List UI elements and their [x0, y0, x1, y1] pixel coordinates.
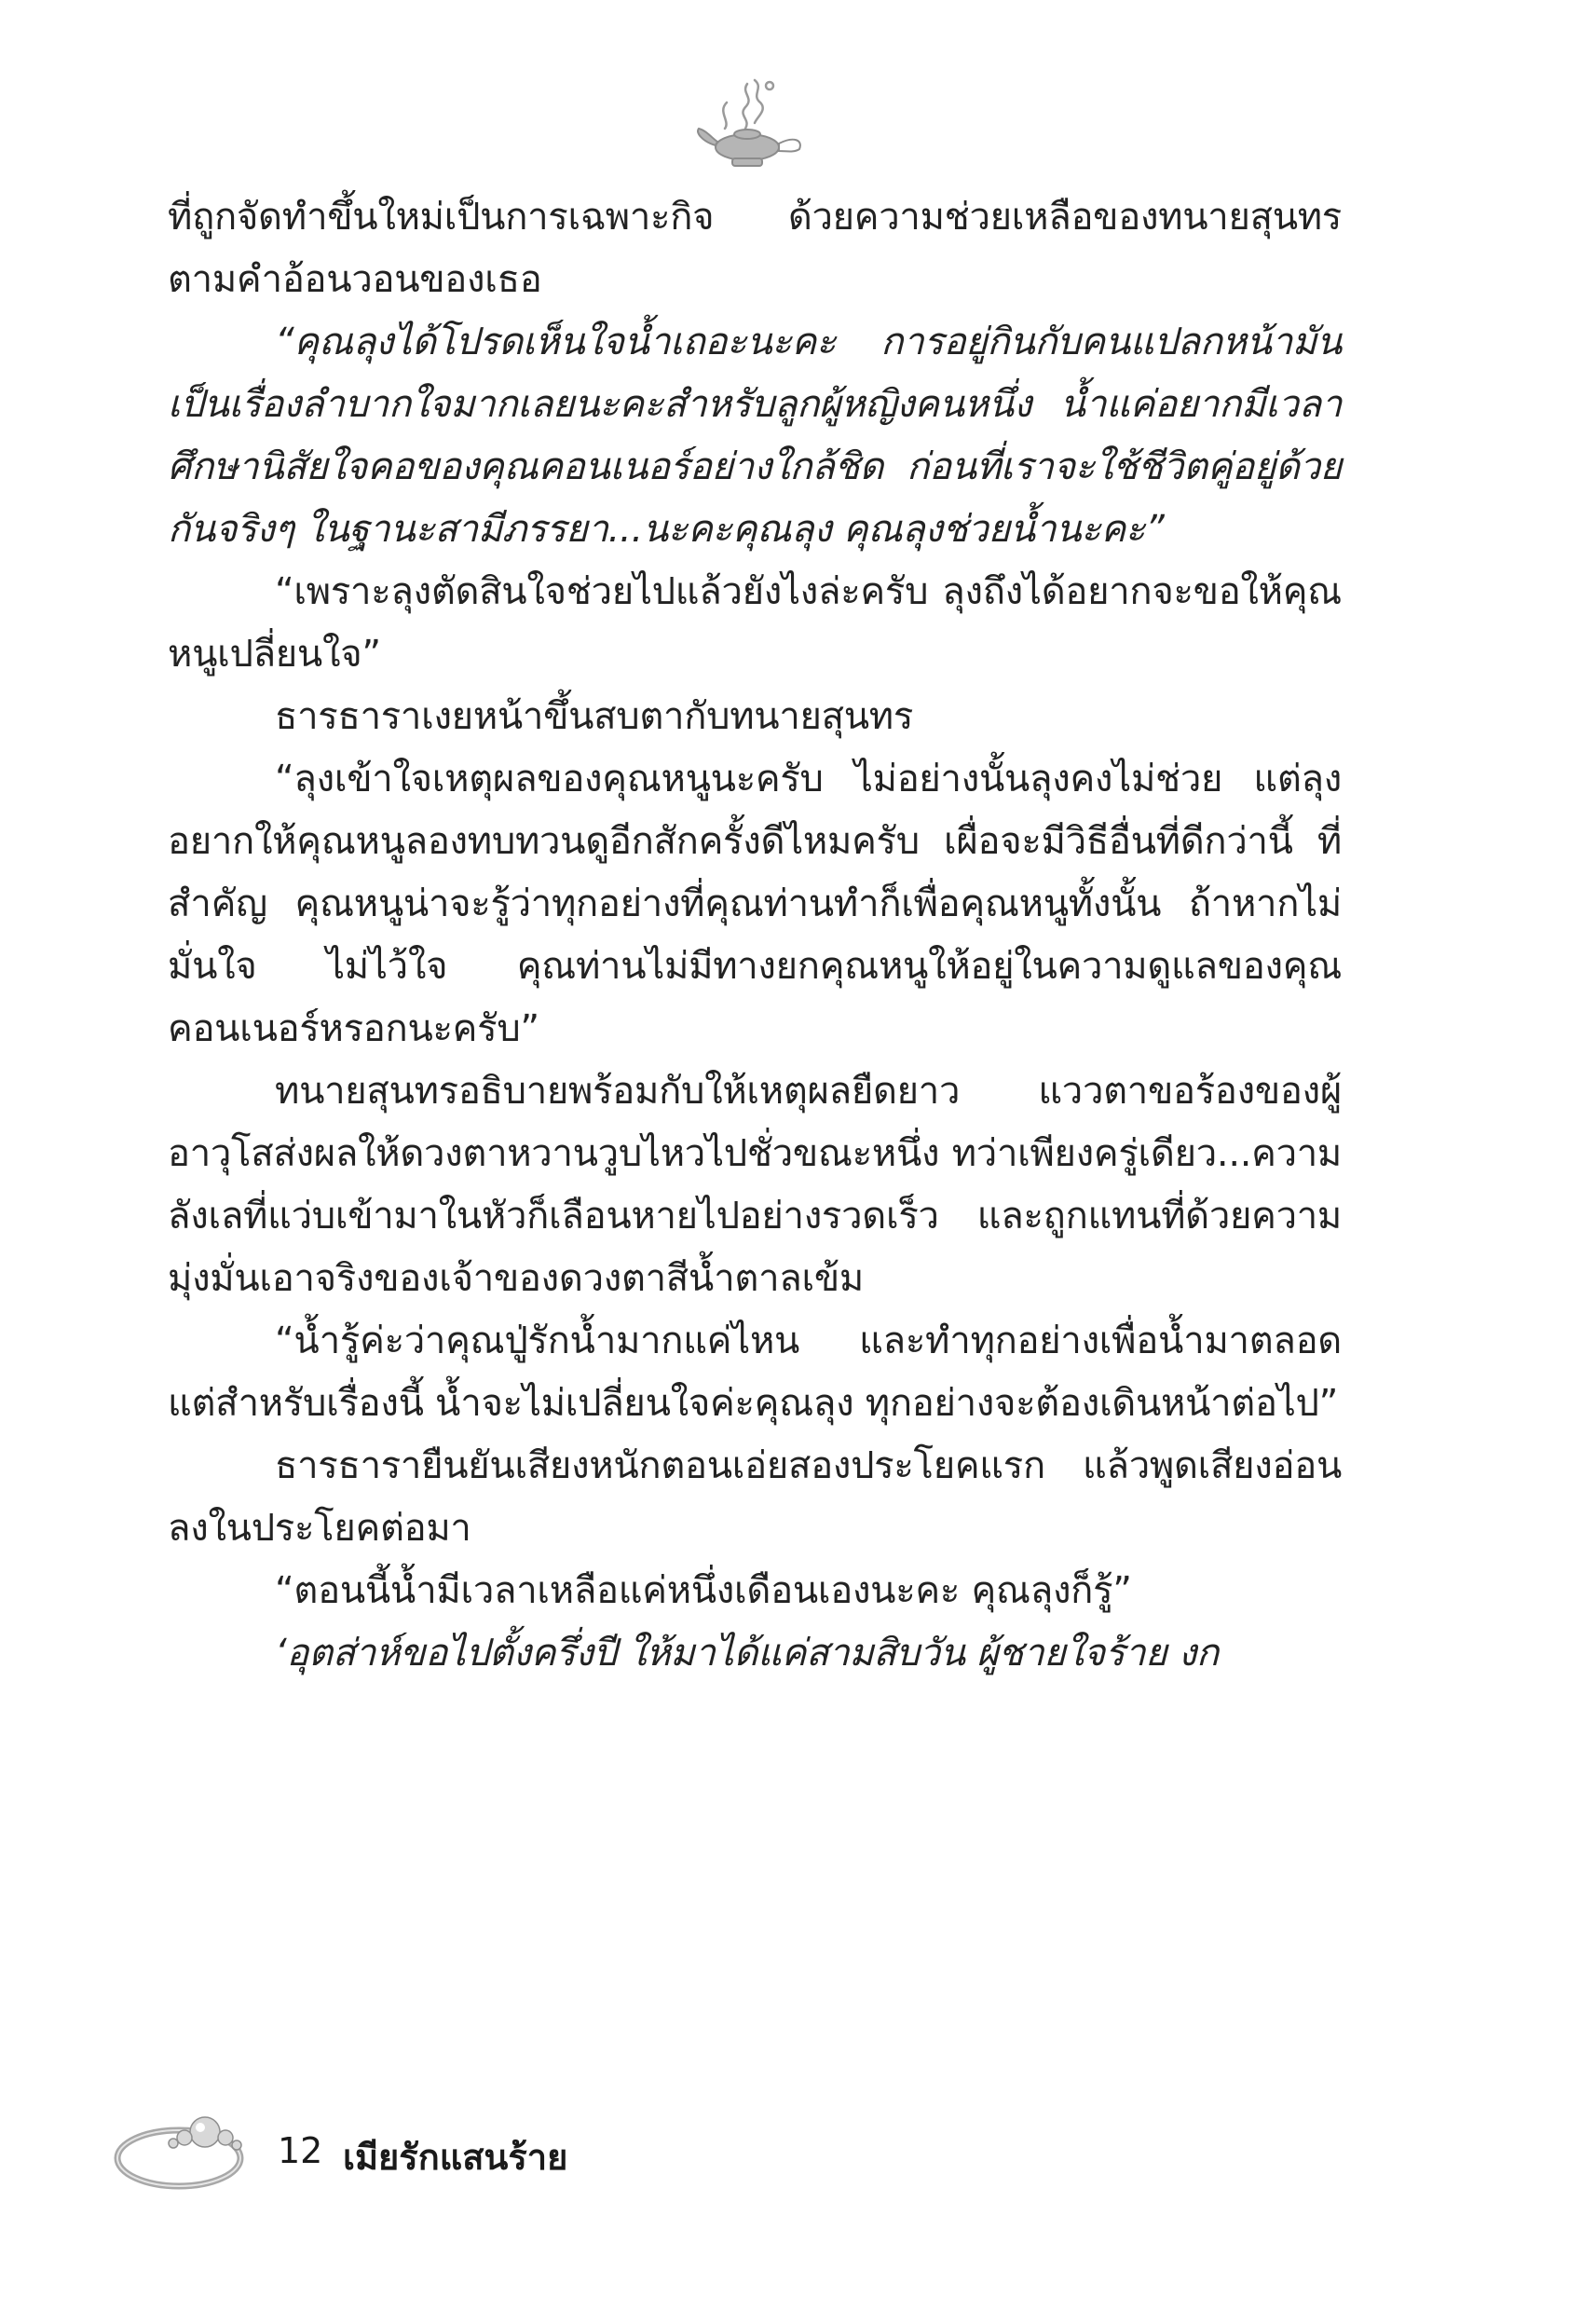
paragraph-8: ธารธารายืนยันเสียงหนักตอนเอ่ยสองประโยคแรก แล้วพูดเสียงอ่อนลงในประโยคต่อมา: [168, 1444, 1342, 1550]
chapter-text: [168, 186, 1342, 1685]
paragraph-5: “ลุงเข้าใจเหตุผลของคุณหนูนะครับ ไม่อย่างนั้นลุงคงไม่ช่วย แต่ลุงอยากให้คุณหนูลองทบทวนดูอีกสักครั้งดีไหมครับ เผื่อจะมีวิธีอื่นที่ดีกว่านี้ ที่สำคัญ คุณหนูน่าจะรู้ว่าทุกอย่างที่คุณท่านทำก็เพื่อคุณหนูทั้งนั้น ถ้าหากไม่มั่นใจ ไม่ไว้ใจ คุณท่านไม่มีทางยกคุณหนูให้อยู่ในความดูแลของคุณคอนเนอร์หรอกนะครับ”: [168, 758, 1342, 1050]
paragraph-6: ทนายสุนทรอธิบายพร้อมกับให้เหตุผลยืดยาว แววตาขอร้องของผู้อาวุโสส่งผลให้ดวงตาหวานวูบไหวไปชั่วขณะหนึ่ง ทว่าเพียงครู่เดียว...ความลังเลที่แว่บเข้ามาในหัวก็เลือนหายไปอย่างรวดเร็ว และถูกแทนที่ด้วยความมุ่งมั่นเอาจริงของเจ้าของดวงตาสีน้ำตาลเข้ม: [168, 1070, 1342, 1300]
page-footer: [102, 2097, 755, 2208]
paragraph-4: ธารธาราเงยหน้าขึ้นสบตากับทนายสุนทร: [275, 695, 914, 738]
paragraph-2: “คุณลุงได้โปรดเห็นใจน้ำเถอะนะคะ การอยู่กินกับคนแปลกหน้ามันเป็นเรื่องลำบากใจมากเลยนะคะสำหรับลูกผู้หญิงคนหนึ่ง น้ำแค่อยากมีเวลาศึกษานิสัยใจคอของคุณคอนเนอร์อย่างใกล้ชิด ก่อนที่เราจะใช้ชีวิตคู่อยู่ด้วยกันจริงๆ ในฐานะสามีภรรยา...นะคะคุณลุง คุณลุงช่วยน้ำนะคะ”: [168, 321, 1342, 551]
paragraph-9: “ตอนนี้น้ำมีเวลาเหลือแค่หนึ่งเดือนเองนะคะ คุณลุงก็รู้”: [275, 1569, 1132, 1612]
diamond-ring-icon: [102, 2097, 266, 2204]
genie-lamp-icon: [689, 75, 811, 177]
page-number: 12: [278, 2130, 323, 2171]
paragraph-3: “เพราะลุงตัดสินใจช่วยไปแล้วยังไงล่ะครับ ลุงถึงได้อยากจะขอให้คุณหนูเปลี่ยนใจ”: [168, 570, 1342, 676]
book-title: เมียรักแสนร้าย: [343, 2137, 568, 2178]
paragraph-10: ‘อุตส่าห์ขอไปตั้งครึ่งปี ให้มาได้แค่สามสิบวัน ผู้ชายใจร้าย งก: [275, 1632, 1219, 1675]
paragraph-1: ที่ถูกจัดทำขึ้นใหม่เป็นการเฉพาะกิจ ด้วยความช่วยเหลือของทนายสุนทร ตามคำอ้อนวอนของเธอ: [168, 196, 1342, 301]
paragraph-7: “น้ำรู้ค่ะว่าคุณปู่รักน้ำมากแค่ไหน และทำทุกอย่างเพื่อน้ำมาตลอด แต่สำหรับเรื่องนี้ น้ำจะไม่เปลี่ยนใจค่ะคุณลุง ทุกอย่างจะต้องเดินหน้าต่อไป”: [168, 1320, 1342, 1425]
